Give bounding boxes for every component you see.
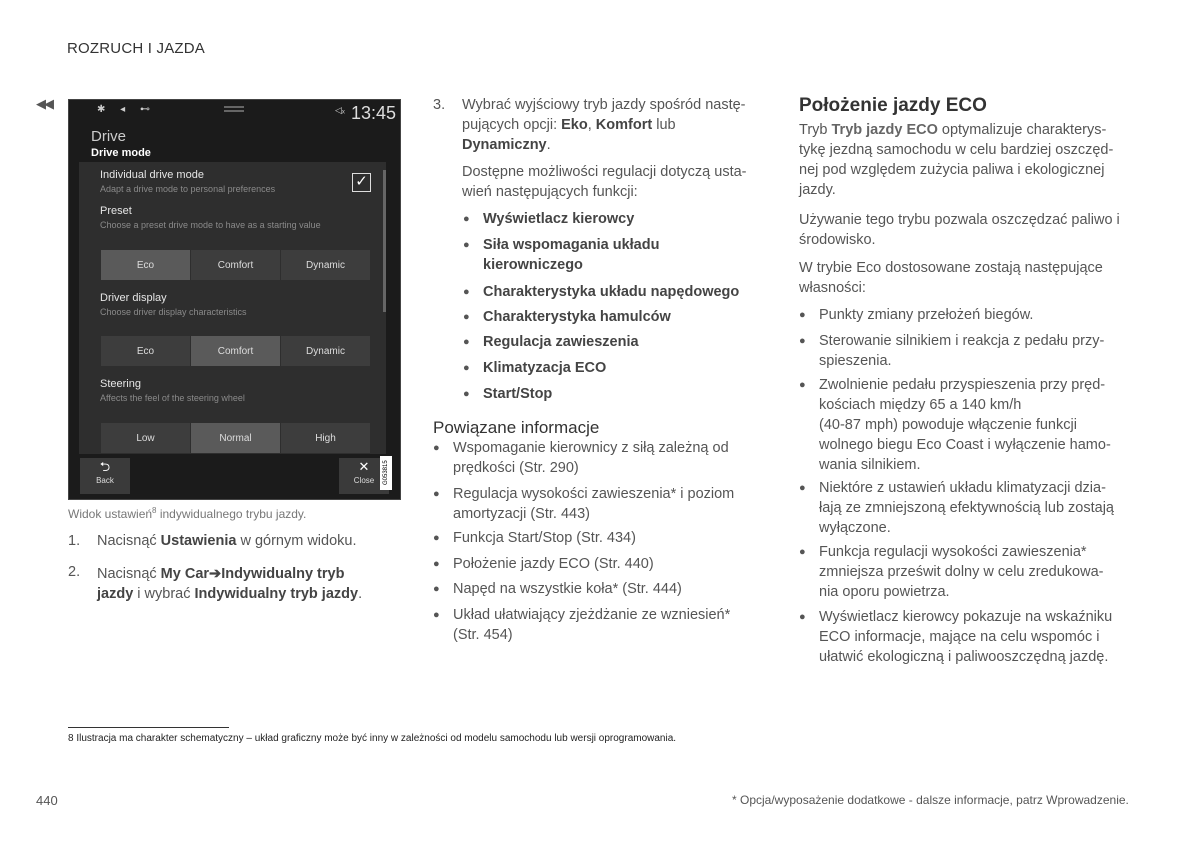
- close-icon: ✕: [358, 459, 370, 474]
- list-item-text: Funkcja Start/Stop (Str. 434): [453, 530, 636, 546]
- list-item-text: Wspomaganie kierownicy z siłą zależną od prędkości (Str. 290): [453, 440, 729, 476]
- footnote-divider: [68, 727, 229, 728]
- driver-display-desc: Choose driver display characteristics: [100, 307, 247, 317]
- step-number: 2.: [68, 564, 81, 580]
- list-item-text: Wyświetlacz kierowcy: [483, 211, 635, 227]
- text-line: wień następujących funkcji:: [462, 184, 638, 200]
- option-dynamic[interactable]: Dynamic: [281, 250, 370, 280]
- steering-label: Steering: [100, 378, 141, 390]
- step-text: Wybrać wyjściowy tryb jazdy spośród nastę- pujących opcji: Eko, Komfort lub Dynamiczny.: [462, 97, 746, 153]
- list-item-text: Regulacja wysokości zawieszenia* i poziom amortyzacji (Str. 443): [453, 486, 735, 522]
- option-comfort[interactable]: Comfort: [191, 250, 280, 280]
- back-label: Back: [96, 476, 114, 485]
- volume-icon: ◁ₓ: [335, 105, 345, 115]
- list-item-text: Start/Stop: [483, 386, 553, 402]
- option-comfort[interactable]: Comfort: [191, 336, 280, 366]
- caption-footnote-ref: 8: [152, 506, 157, 515]
- list-item-text: Charakterystyka hamulców: [483, 309, 671, 325]
- screen-bottom-bar: [69, 456, 400, 500]
- list-item-text: Zwolnienie pedału przyspieszenia przy pręd- kościach między 65 a 140 km/h (40-87 mph) powoduje włączenie funkcji wolnego biegu Eco Coast i wyłączenie hamo- wania silnikiem.: [819, 377, 1111, 473]
- list-item-text: Regulacja zawieszenia: [483, 334, 639, 350]
- individual-mode-checkbox[interactable]: ✓: [352, 173, 371, 192]
- options-intro: [462, 162, 747, 202]
- bullet-icon: ●: [799, 335, 806, 347]
- text-line: Dostępne możliwości regulacji dotyczą usta-: [462, 164, 747, 180]
- step-number: 3.: [433, 97, 446, 113]
- step-number: 1.: [68, 533, 81, 549]
- list-item-text: Sterowanie silnikiem i reakcja z pedału przy- spieszenia.: [819, 333, 1105, 369]
- option-high[interactable]: High: [281, 423, 370, 453]
- list-item-text: Niektóre z ustawień układu klimatyzacji dzia- łają ze zmniejszoną efektywnością lub zostają wyłączone.: [819, 480, 1114, 536]
- individual-mode-label: Individual drive mode: [100, 169, 204, 181]
- bullet-icon: ●: [799, 309, 806, 321]
- bullet-icon: ●: [433, 609, 440, 621]
- list-item-text: Siła wspomagania układu kierowniczego: [483, 237, 660, 273]
- related-heading: Powiązane informacje: [433, 418, 600, 437]
- back-arrows-icon[interactable]: ◀◀: [36, 96, 52, 111]
- preset-selector[interactable]: [101, 250, 371, 280]
- list-item-text: Punkty zmiany przełożeń biegów.: [819, 307, 1034, 323]
- close-label: Close: [353, 476, 375, 485]
- list-item-text: Napęd na wszystkie koła* (Str. 444): [453, 581, 682, 597]
- option-note: * Opcja/wyposażenie dodatkowe - dalsze informacje, patrz Wprowadzenie.: [732, 793, 1129, 807]
- eco-para-2: [799, 210, 1120, 250]
- bullet-icon: ●: [463, 239, 470, 251]
- bullet-icon: ●: [463, 213, 470, 225]
- status-bar: [69, 100, 400, 126]
- option-eco[interactable]: Eco: [101, 250, 190, 280]
- bullet-icon: ●: [433, 558, 440, 570]
- back-icon: ⮌: [99, 459, 111, 474]
- section-header: ROZRUCH I JAZDA: [67, 40, 205, 57]
- bullet-icon: ●: [799, 482, 806, 494]
- pull-down-handle-icon: [224, 106, 244, 108]
- list-item-text: Położenie jazdy ECO (Str. 440): [453, 556, 654, 572]
- option-eco[interactable]: Eco: [101, 336, 190, 366]
- back-button[interactable]: [80, 458, 130, 494]
- step-text: Nacisnąć My Car➔Indywidualny tryb jazdy i wybrać Indywidualny tryb jazdy.: [97, 566, 363, 602]
- status-icons: ✱ ◂ ⊷: [97, 104, 156, 115]
- eco-intro: Tryb Tryb jazdy ECO optymalizuje charakterys- tykę jezdną samochodu w celu bardziej oszczęd- nej pod względem zużycia paliwa i ekologicznej jazdy.: [799, 122, 1114, 198]
- bullet-icon: ●: [463, 311, 470, 323]
- caption-text: Widok ustawień: [68, 507, 153, 521]
- list-item-text: Funkcja regulacji wysokości zawieszenia* zmniejsza prześwit dolny w celu zredukowa- nia oporu powietrza.: [819, 544, 1104, 600]
- text-line: W trybie Eco dostosowane zostają następujące: [799, 260, 1103, 276]
- bullet-icon: ●: [799, 546, 806, 558]
- bullet-icon: ●: [433, 442, 440, 454]
- steering-desc: Affects the feel of the steering wheel: [100, 393, 245, 403]
- text-line: środowisko.: [799, 232, 876, 248]
- bullet-icon: ●: [463, 286, 470, 298]
- text-line: Używanie tego trybu pozwala oszczędzać paliwo i: [799, 212, 1120, 228]
- list-item-text: Wyświetlacz kierowcy pokazuje na wskaźniku ECO informacje, mające na celu wspomóc i ułatwić ekologiczną i paliwooszczędną jazdę.: [819, 609, 1113, 665]
- bullet-icon: ●: [463, 388, 470, 400]
- option-normal[interactable]: Normal: [191, 423, 280, 453]
- list-item-text: Charakterystyka układu napędowego: [483, 284, 740, 300]
- eco-heading: Położenie jazdy ECO: [799, 95, 987, 116]
- bullet-icon: ●: [433, 532, 440, 544]
- clock: 13:45: [351, 103, 397, 123]
- driver-display-label: Driver display: [100, 292, 167, 304]
- eco-para-3: [799, 258, 1103, 298]
- steering-selector[interactable]: [101, 423, 371, 453]
- bullet-icon: ●: [463, 362, 470, 374]
- page-number: 440: [36, 793, 58, 808]
- option-low[interactable]: Low: [101, 423, 190, 453]
- settings-panel: [79, 162, 386, 454]
- arrow-icon: ➔: [209, 566, 222, 582]
- preset-label: Preset: [100, 205, 132, 217]
- caption-text-end: indywidualnego trybu jazdy.: [156, 507, 307, 521]
- bullet-icon: ●: [799, 611, 806, 623]
- option-dynamic[interactable]: Dynamic: [281, 336, 370, 366]
- footnote: 8 Ilustracja ma charakter schematyczny – układ graficzny może być inny w zależności od modelu samochodu lub wersji oprogramowania.: [68, 733, 677, 744]
- bullet-icon: ●: [799, 379, 806, 391]
- list-item-text: Klimatyzacja ECO: [483, 360, 607, 376]
- individual-mode-desc: Adapt a drive mode to personal preferences: [100, 184, 276, 194]
- figure-caption: [68, 506, 306, 521]
- bullet-icon: ●: [433, 488, 440, 500]
- screen-subtitle: Drive mode: [91, 147, 151, 159]
- preset-desc: Choose a preset drive mode to have as a starting value: [100, 220, 321, 230]
- list-item-text: Układ ułatwiający zjeżdżanie ze wzniesień* (Str. 454): [453, 607, 731, 643]
- driver-display-selector[interactable]: [101, 336, 371, 366]
- figure-code: G053815: [380, 456, 392, 490]
- scrollbar[interactable]: [383, 170, 386, 312]
- screen-title: Drive: [91, 128, 127, 145]
- bullet-icon: ●: [463, 336, 470, 348]
- step-text: Nacisnąć Ustawienia w górnym widoku.: [97, 533, 357, 549]
- text-line: własności:: [799, 280, 866, 296]
- bullet-icon: ●: [433, 583, 440, 595]
- drive-mode-screen-illustration: [68, 99, 401, 500]
